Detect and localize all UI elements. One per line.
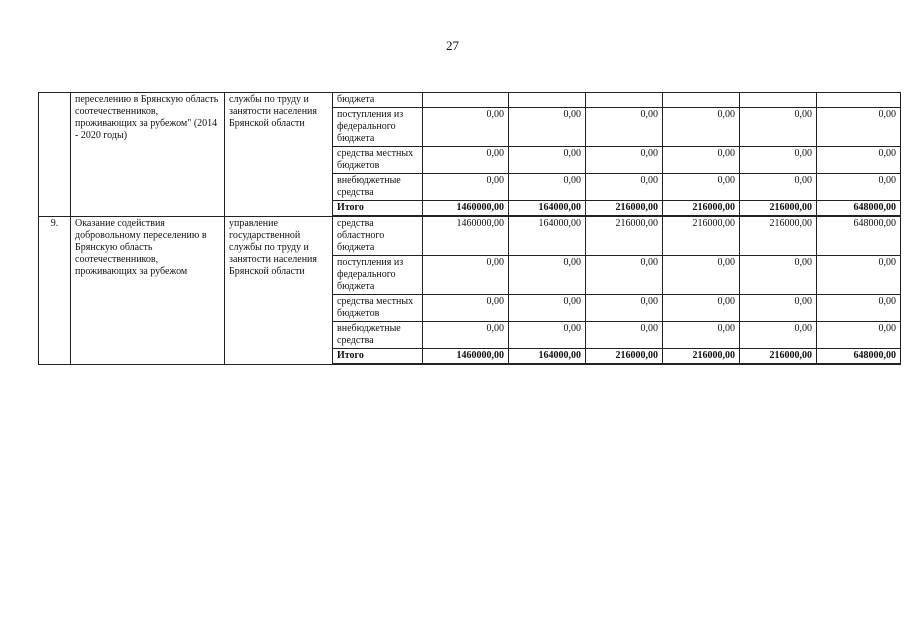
amount-cell: 0,00: [586, 295, 663, 322]
funding-source-label: внебюджетные средства: [333, 174, 423, 201]
amount-cell: 0,00: [740, 147, 817, 174]
row-number: [39, 93, 71, 217]
amount-cell: 0,00: [509, 174, 586, 201]
amount-cell: 0,00: [586, 108, 663, 147]
funding-source-label: средства местных бюджетов: [333, 147, 423, 174]
amount-cell: 0,00: [663, 174, 740, 201]
amount-cell: 0,00: [817, 295, 901, 322]
amount-cell: 1460000,00: [423, 216, 509, 256]
amount-cell: 0,00: [509, 108, 586, 147]
amount-cell: 0,00: [663, 256, 740, 295]
amount-cell: 216000,00: [586, 349, 663, 365]
amount-cell: [423, 93, 509, 108]
executor-name: службы по труду и занятости населения Брянской области: [225, 93, 333, 217]
amount-cell: 0,00: [663, 108, 740, 147]
amount-cell: 0,00: [509, 147, 586, 174]
amount-cell: 0,00: [509, 256, 586, 295]
amount-cell: 1460000,00: [423, 201, 509, 217]
amount-cell: 216000,00: [740, 349, 817, 365]
page-number: 27: [446, 38, 459, 53]
amount-cell: 0,00: [817, 256, 901, 295]
amount-cell: [509, 93, 586, 108]
amount-cell: 0,00: [423, 147, 509, 174]
amount-cell: 216000,00: [663, 216, 740, 256]
amount-cell: 0,00: [423, 295, 509, 322]
amount-cell: [740, 93, 817, 108]
table-row: [39, 93, 901, 108]
budget-table-body: [39, 93, 901, 365]
amount-cell: 0,00: [509, 322, 586, 349]
amount-cell: 216000,00: [740, 201, 817, 217]
amount-cell: 0,00: [509, 295, 586, 322]
total-label: Итого: [333, 349, 423, 365]
amount-cell: 0,00: [586, 322, 663, 349]
measure-name: переселению в Брянскую область соотечественников, проживающих за рубежом" (2014 - 2020 годы): [71, 93, 225, 217]
amount-cell: 0,00: [663, 295, 740, 322]
amount-cell: 216000,00: [740, 216, 817, 256]
amount-cell: 0,00: [740, 174, 817, 201]
amount-cell: [663, 93, 740, 108]
funding-source-label: средства местных бюджетов: [333, 295, 423, 322]
funding-source-label: средства областного бюджета: [333, 216, 423, 256]
amount-cell: 216000,00: [663, 201, 740, 217]
amount-cell: 0,00: [586, 147, 663, 174]
amount-cell: 0,00: [423, 108, 509, 147]
amount-cell: 216000,00: [586, 216, 663, 256]
amount-cell: 648000,00: [817, 349, 901, 365]
funding-source-label: поступления из федерального бюджета: [333, 256, 423, 295]
amount-cell: 0,00: [817, 108, 901, 147]
amount-cell: 0,00: [586, 256, 663, 295]
amount-cell: 0,00: [740, 322, 817, 349]
amount-cell: 648000,00: [817, 216, 901, 256]
amount-cell: 0,00: [740, 256, 817, 295]
amount-cell: 0,00: [663, 322, 740, 349]
amount-cell: 1460000,00: [423, 349, 509, 365]
amount-cell: 0,00: [423, 174, 509, 201]
table-row: [39, 216, 901, 256]
amount-cell: 0,00: [586, 174, 663, 201]
amount-cell: 648000,00: [817, 201, 901, 217]
amount-cell: 216000,00: [663, 349, 740, 365]
amount-cell: [817, 93, 901, 108]
budget-table: [38, 92, 901, 365]
funding-source-label: внебюджетные средства: [333, 322, 423, 349]
amount-cell: 164000,00: [509, 349, 586, 365]
executor-name: управление государственной службы по труду и занятости населения Брянской области: [225, 216, 333, 364]
amount-cell: 164000,00: [509, 201, 586, 217]
amount-cell: 216000,00: [586, 201, 663, 217]
amount-cell: 0,00: [817, 147, 901, 174]
total-label: Итого: [333, 201, 423, 217]
funding-source-label: поступления из федерального бюджета: [333, 108, 423, 147]
amount-cell: [586, 93, 663, 108]
amount-cell: 0,00: [740, 108, 817, 147]
amount-cell: 0,00: [423, 256, 509, 295]
measure-name: Оказание содействия добровольному переселению в Брянскую область соотечественников, проживающих за рубежом: [71, 216, 225, 364]
row-number: 9.: [39, 216, 71, 364]
amount-cell: 0,00: [817, 322, 901, 349]
funding-source-label: бюджета: [333, 93, 423, 108]
amount-cell: 0,00: [817, 174, 901, 201]
amount-cell: 0,00: [740, 295, 817, 322]
amount-cell: 0,00: [423, 322, 509, 349]
amount-cell: 0,00: [663, 147, 740, 174]
amount-cell: 164000,00: [509, 216, 586, 256]
